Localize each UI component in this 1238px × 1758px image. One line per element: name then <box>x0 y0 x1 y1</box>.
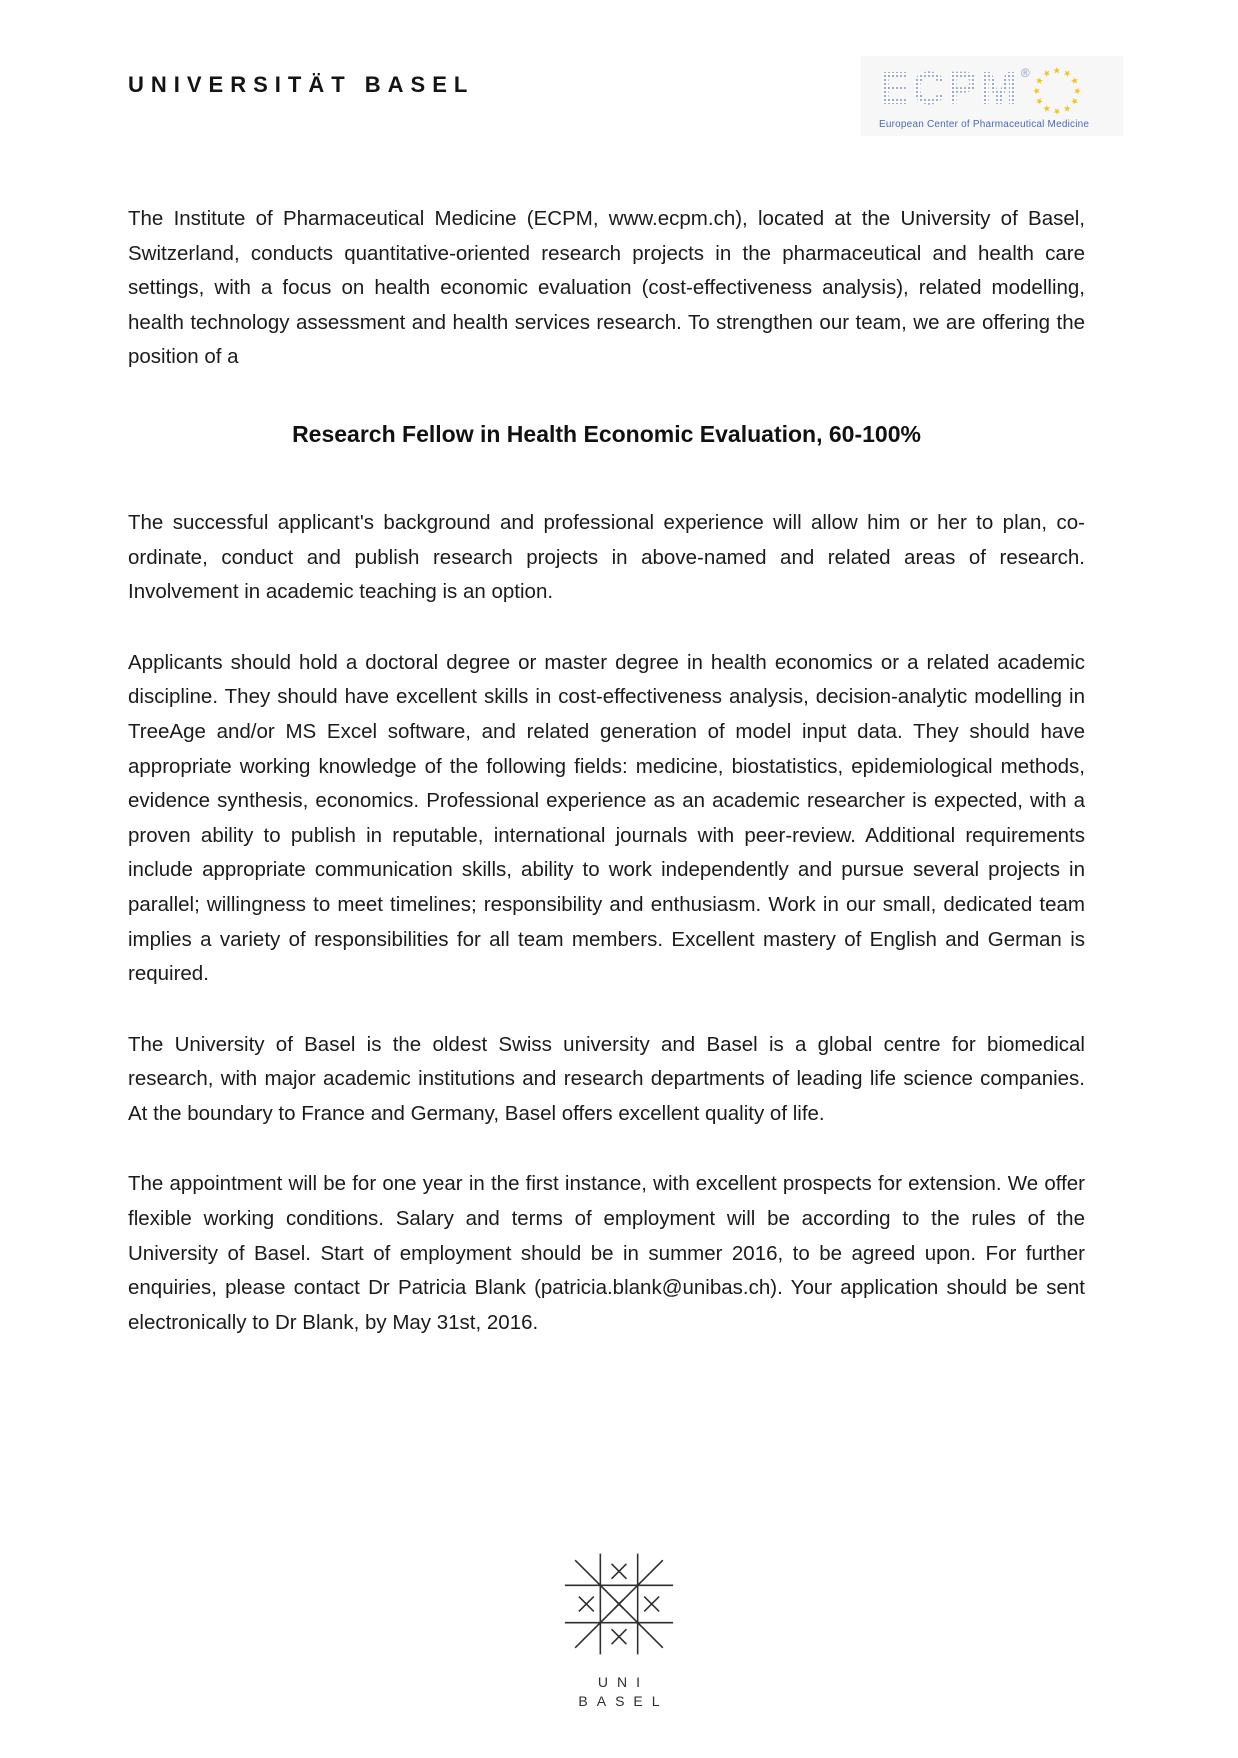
ecpm-acronym: ECPM <box>879 62 1020 114</box>
star-icon: ★ <box>1032 95 1046 108</box>
paragraph-university-of-basel: The University of Basel is the oldest Swiss university and Basel is a global centre for biomedical research, with major academic institutions and research departments of leading life science companies. At the boundary to France and Germany, Basel offers excellent quality of life. <box>128 1032 1085 1125</box>
uni-basel-logo-icon <box>563 1548 675 1660</box>
star-icon: ★ <box>1072 86 1083 96</box>
paragraph-requirements: Applicants should hold a doctoral degree or master degree in health economics or a related academic discipline. They should have excellent skills in cost-effectiveness analysis, decision-analytic modelling in TreeAge and/or MS Excel software, and related generation of model input data. They should have appropriate working knowledge of the following fields: medicine, biostatistics, epidemiological methods, evidence synthesis, economics. Professional experience as an academic researcher is expected, with a proven ability to publish in reputable, international journals with peer-review. Additional requirements include appropriate communication skills, ability to work independently and pursue several projects in parallel; willingness to meet timelines; responsibility and enthusiasm. Work in our small, dedicated team implies a variety of responsibilities for all team members. Excellent mastery of English and German is required. <box>128 650 1085 986</box>
star-icon: ★ <box>1032 74 1046 87</box>
ecpm-logo <box>861 56 1123 136</box>
page-header <box>0 0 1238 136</box>
document-body <box>128 202 1085 1340</box>
star-icon: ★ <box>1061 66 1073 80</box>
star-icon: ★ <box>1061 102 1073 116</box>
registered-trademark-icon: ® <box>1020 66 1030 80</box>
position-title: Research Fellow in Health Economic Evaluation, 60-100% <box>292 420 921 447</box>
uni-text: UNI <box>597 1674 650 1690</box>
page-footer <box>0 1548 1238 1709</box>
star-icon: ★ <box>1068 74 1081 87</box>
paragraph-appointment-details: The appointment will be for one year in the first instance, with excellent prospects for extension. We offer flexible working conditions. Salary and terms of employment will be according to the rules of the University of Basel. Start of employment should be in summer 2016, to be agreed upon. For further enquiries, please contact Dr Patricia Blank (patricia.blank@unibas.ch). Your application should be sent electronically to Dr Blank, by May 31st, 2016. <box>128 1172 1085 1334</box>
uni-basel-logotype <box>569 1674 668 1709</box>
ecpm-stars-circle-icon <box>1032 66 1082 116</box>
star-icon: ★ <box>1052 106 1061 117</box>
star-icon: ★ <box>1031 86 1042 96</box>
star-icon: ★ <box>1040 66 1053 80</box>
ecpm-logo-row <box>879 62 1109 117</box>
star-icon: ★ <box>1040 102 1053 116</box>
intro-paragraph: The Institute of Pharmaceutical Medicine (ECPM, www.ecpm.ch), located at the University of Basel, Switzerland, conducts quantitative-oriented research projects in the pharmaceutical and health care settings, with a focus on health economic evaluation (cost-effectiveness analysis), related modelling, health technology assessment and health services research. To strengthen our team, we are offering the position of a <box>128 207 1085 369</box>
paragraph-applicant-profile: The successful applicant's background and professional experience will allow him or her to plan, co-ordinate, conduct and publish research projects in above-named and related areas of research. Involvement in academic teaching is an option. <box>128 510 1085 604</box>
basel-text: BASEL <box>578 1693 669 1709</box>
ecpm-subtitle: European Center of Pharmaceutical Medicine <box>879 119 1090 130</box>
star-icon: ★ <box>1052 65 1061 76</box>
universitaet-basel-wordmark: UNIVERSITÄT BASEL <box>128 72 475 97</box>
star-icon: ★ <box>1068 95 1081 108</box>
